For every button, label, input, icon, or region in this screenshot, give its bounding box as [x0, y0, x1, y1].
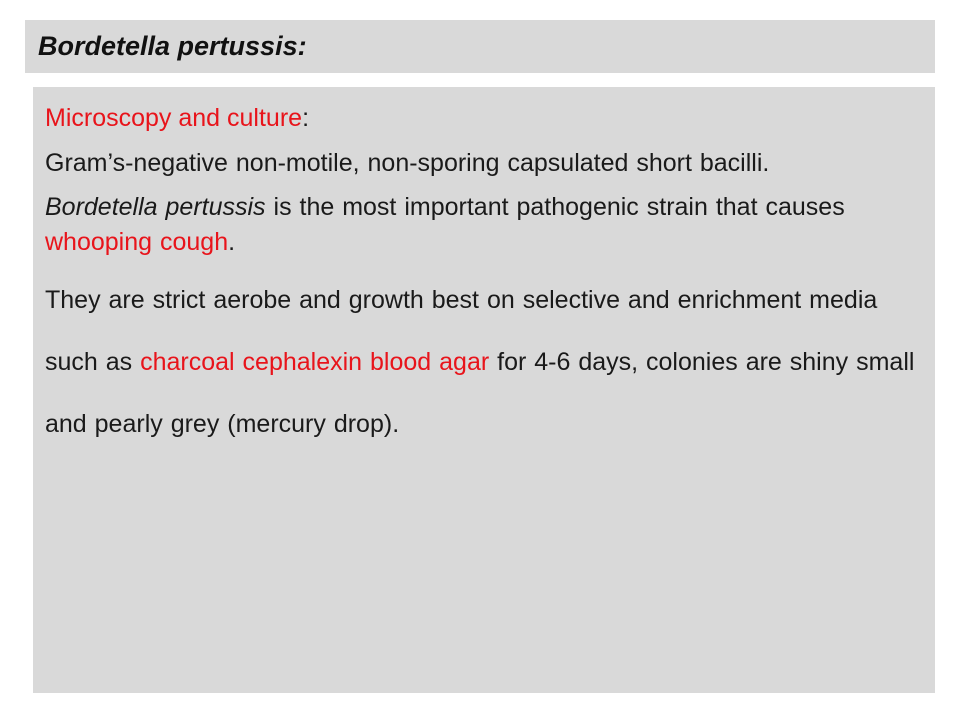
section-heading-label: Microscopy and culture — [45, 104, 303, 132]
section-heading — [45, 101, 923, 135]
slide-title: Bordetella pertussis: — [38, 31, 307, 61]
culture-medium: charcoal cephalexin blood agar — [140, 348, 490, 376]
pathogen-text: is the most important pathogenic strain that causes — [265, 193, 845, 221]
morphology-paragraph: Gram’s-negative non-motile, non-sporing capsulated short bacilli. — [45, 149, 770, 177]
culture-paragraph — [45, 269, 923, 455]
culture-text-start: They are strict aerobe and growth best on selective and enrichment media such as — [45, 286, 878, 376]
culture-text-end: for 4-6 days, colonies are shiny small and pearly grey (mercury drop). — [45, 348, 915, 438]
disease-name: whooping cough — [45, 228, 229, 256]
section-heading-colon: : — [302, 104, 310, 132]
species-name: Bordetella pertussis — [45, 193, 266, 221]
pathogen-paragraph — [45, 190, 923, 260]
slide-content-panel — [33, 87, 935, 693]
pathogen-end: . — [228, 228, 236, 256]
slide-title-bar — [25, 20, 935, 73]
